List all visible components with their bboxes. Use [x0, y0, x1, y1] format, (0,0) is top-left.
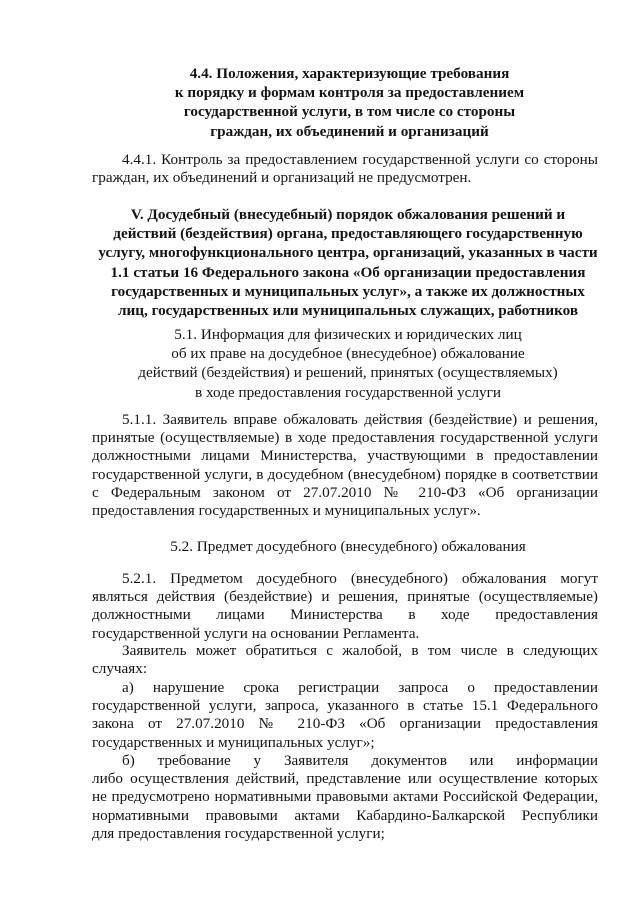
- title-line: граждан, их объединений и организаций: [210, 122, 489, 140]
- text-line: б) требование у Заявителя документов или информации: [122, 752, 598, 769]
- title-line: действий (бездействия) и решений, принятых (осуществляемых): [138, 364, 558, 382]
- text-line: государственной услуги, в досудебном (внесудебном) порядке в соответствии: [92, 465, 598, 483]
- text-line: предоставления государственных и муниципальных услуг».: [92, 502, 481, 520]
- paragraph-cases: [92, 642, 598, 678]
- text-line: для предоставления государственной услуги;: [92, 824, 385, 842]
- text-line: нормативными правовыми актами Кабардино-Балкарской Республики: [92, 806, 598, 824]
- text-line: граждан, их объединений и организаций не предусмотрен.: [92, 169, 472, 187]
- paragraph-5-2-1: [92, 570, 598, 643]
- text-line: государственной услуги, запроса, указанного в статье 15.1 Федерального: [92, 697, 598, 715]
- text-line: а) нарушение срока регистрации запроса о предоставлении: [122, 679, 598, 696]
- title-line: лиц, государственных или муниципальных служащих, работников: [117, 302, 579, 320]
- text-line: закона от 27.07.2010 № 210-ФЗ «Об организации предоставления: [92, 715, 598, 733]
- text-line: должностными лицами Министерства в ходе предоставления: [92, 606, 598, 624]
- title-line: об их праве на досудебное (внесудебное) обжалование: [171, 345, 525, 363]
- text-line: 4.4.1. Контроль за предоставлением государственной услуги со стороны: [122, 151, 598, 168]
- paragraph-5-1-1: [92, 411, 598, 520]
- title-line: к порядку и формам контроля за предоставлением: [174, 84, 525, 102]
- title-line: 5.2. Предмет досудебного (внесудебного) обжалования: [170, 538, 526, 555]
- text-line: принятые (осуществляемые) в ходе предоставления государственной услуги: [92, 429, 598, 447]
- section-4-4-title: [72, 64, 627, 141]
- text-line: не предусмотрено нормативными правовыми актами Российской Федерации,: [92, 788, 598, 806]
- title-line: в ходе предоставления государственной услуги: [195, 383, 501, 401]
- text-line: с Федеральным законом от 27.07.2010 № 210-ФЗ «Об организации: [92, 483, 598, 501]
- title-line: государственной услуги, в том числе со стороны: [183, 103, 516, 121]
- text-line: государственной услуги на основании Регламента.: [92, 624, 420, 642]
- paragraph-4-4-1: [92, 151, 598, 187]
- text-line: являться действия (бездействие) и решения, принятые (осуществляемые): [92, 588, 598, 606]
- section-5-title: [78, 205, 618, 320]
- title-line: 5.1. Информация для физических и юридических лиц: [174, 326, 522, 343]
- title-line: 4.4. Положения, характеризующие требования: [189, 65, 510, 82]
- list-item-a: [92, 679, 598, 752]
- list-item-b: [92, 752, 598, 843]
- section-5-2-title: [78, 537, 618, 556]
- text-line: государственных и муниципальных услуг»;: [92, 733, 375, 751]
- section-5-1-title: [78, 325, 618, 402]
- title-line: действий (бездействия) органа, предоставляющего государственную: [113, 225, 583, 243]
- text-line: 5.1.1. Заявитель вправе обжаловать действия (бездействие) и решения,: [122, 411, 598, 428]
- title-line: V. Досудебный (внесудебный) порядок обжалования решений и: [130, 206, 566, 223]
- text-line: случаях:: [92, 660, 148, 678]
- title-line: 1.1 статьи 16 Федерального закона «Об организации предоставления: [110, 263, 586, 281]
- title-line: государственных и муниципальных услуг», а также их должностных: [111, 282, 585, 300]
- text-line: Заявитель может обратиться с жалобой, в том числе в следующих: [122, 642, 598, 659]
- title-line: услугу, многофункционального центра, организаций, указанных в части: [98, 244, 598, 262]
- text-line: 5.2.1. Предметом досудебного (внесудебного) обжалования могут: [122, 570, 598, 587]
- text-line: либо осуществления действий, представление или осуществление которых: [92, 770, 598, 788]
- text-line: должностными лицами Министерства, участвующими в предоставлении: [92, 447, 598, 465]
